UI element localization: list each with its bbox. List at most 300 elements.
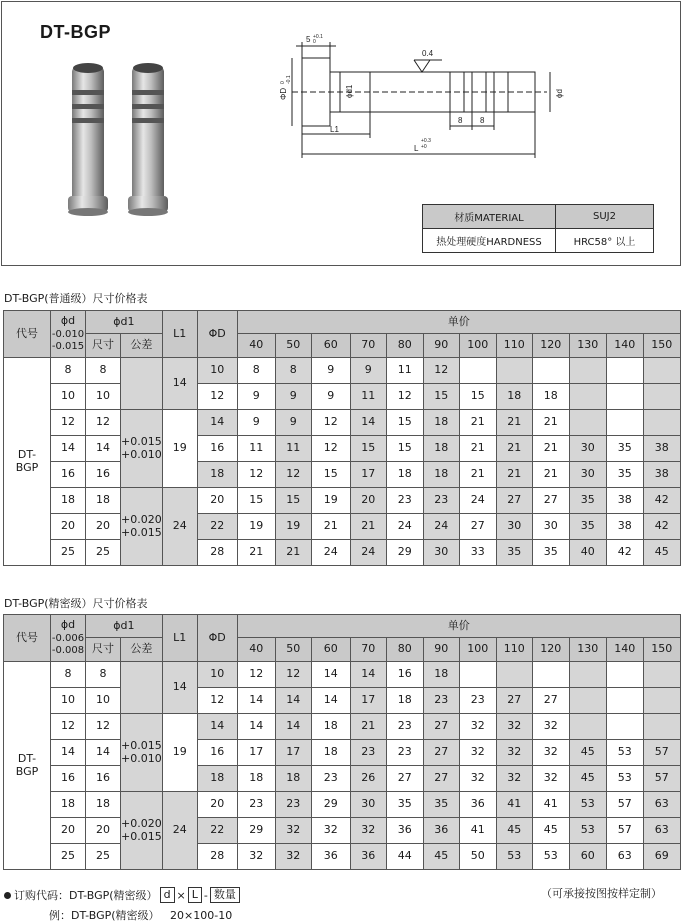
price-cell: 32 [532,740,569,766]
price-cell: 9 [311,384,350,410]
price-cell: 32 [532,766,569,792]
order-box-d: d [160,887,175,903]
price-cell: 57 [643,740,680,766]
phi-d-cell: 25 [51,844,86,870]
price-cell: 27 [532,488,569,514]
price-cell: 35 [532,540,569,566]
price-cell: 32 [350,818,386,844]
price-cell [569,384,606,410]
price-cell: 27 [459,514,496,540]
product-code-cell: DT- BGP [4,358,51,566]
L-label: L [414,144,419,153]
col-length-header: 140 [606,638,643,662]
price-cell: 32 [496,740,532,766]
price-cell: 29 [237,818,275,844]
price-cell: 35 [423,792,459,818]
price-cell: 38 [643,436,680,462]
price-cell: 21 [350,714,386,740]
tolerance-cell [121,358,163,410]
price-cell: 18 [311,740,350,766]
col-PhiD-header: ΦD [197,615,237,662]
price-cell: 15 [275,488,311,514]
price-cell: 30 [350,792,386,818]
price-cell: 9 [275,410,311,436]
price-cell: 21 [496,410,532,436]
phi-d1-cell: 8 [86,662,121,688]
table-row [4,462,681,488]
price-cell: 27 [423,740,459,766]
price-cell: 14 [237,688,275,714]
price-cell: 45 [643,540,680,566]
col-length-header: 150 [643,334,680,358]
price-cell: 27 [423,714,459,740]
technical-drawing [272,30,572,170]
price-cell: 30 [423,540,459,566]
price-cell: 11 [350,384,386,410]
price-cell: 9 [311,358,350,384]
price-cell: 24 [350,540,386,566]
col-length-header: 60 [311,638,350,662]
price-cell: 18 [496,384,532,410]
groove-width-2: 8 [480,116,485,125]
price-cell: 23 [350,740,386,766]
price-cell: 18 [423,436,459,462]
col-code-header: 代号 [4,311,51,358]
table-row [4,488,681,514]
price-cell: 35 [569,514,606,540]
phi-d-cell: 16 [51,462,86,488]
price-cell: 53 [496,844,532,870]
price-cell [569,662,606,688]
phi-D-cell: 18 [197,766,237,792]
svg-text:+0.1: +0.1 [313,34,323,40]
svg-text:0: 0 [313,39,316,45]
phi-D-cell: 16 [197,740,237,766]
price-cell: 32 [459,714,496,740]
phi-d-cell: 8 [51,662,86,688]
price-cell: 45 [569,740,606,766]
price-cell: 21 [459,410,496,436]
price-cell: 57 [606,792,643,818]
table-row [4,766,681,792]
col-unit-price-header: 单价 [237,311,680,334]
price-cell: 15 [423,384,459,410]
price-cell: 26 [350,766,386,792]
col-length-header: 110 [496,334,532,358]
price-cell: 23 [386,740,423,766]
svg-text:0: 0 [280,81,286,84]
col-length-header: 130 [569,334,606,358]
tolerance-cell: +0.015 +0.010 [121,714,163,792]
price-cell: 32 [532,714,569,740]
phi-d-cell: 8 [51,358,86,384]
table-row [4,410,681,436]
price-cell: 18 [275,766,311,792]
price-cell: 44 [386,844,423,870]
col-length-header: 120 [532,334,569,358]
col-unit-price-header: 单价 [237,615,680,638]
col-phi-d1-header: ϕd1 [86,615,163,638]
table-title-standard: DT-BGP(普通级）尺寸价格表 [4,292,148,305]
price-cell: 38 [606,488,643,514]
price-cell: 21 [532,462,569,488]
price-cell: 32 [275,818,311,844]
custom-note: （可承接按图按样定制） [541,887,662,900]
phi-D-cell: 10 [197,662,237,688]
price-cell: 38 [606,514,643,540]
price-cell: 18 [423,410,459,436]
price-cell: 36 [459,792,496,818]
col-L1-header: L1 [162,311,197,358]
price-cell: 23 [423,488,459,514]
phi-d-cell: 18 [51,792,86,818]
price-cell: 41 [496,792,532,818]
price-cell: 27 [423,766,459,792]
price-cell: 24 [311,540,350,566]
price-cell: 50 [459,844,496,870]
phi-d-cell: 20 [51,818,86,844]
price-cell: 32 [496,714,532,740]
product-title: DT-BGP [40,22,112,42]
price-cell: 42 [643,514,680,540]
price-cell: 32 [275,844,311,870]
price-cell: 21 [459,436,496,462]
price-cell: 16 [386,662,423,688]
price-cell: 30 [569,462,606,488]
phi-D-cell: 22 [197,818,237,844]
price-cell: 12 [275,462,311,488]
col-length-header: 100 [459,638,496,662]
material-value: SUJ2 [556,205,654,229]
phi-D-cell: 22 [197,514,237,540]
price-cell: 14 [311,662,350,688]
phi-D-label: ΦD [279,87,288,100]
price-cell [496,358,532,384]
price-cell: 18 [311,714,350,740]
price-cell: 32 [459,766,496,792]
price-cell [459,358,496,384]
phi-d-cell: 10 [51,384,86,410]
price-cell: 12 [311,436,350,462]
price-cell: 63 [643,818,680,844]
table-row [4,844,681,870]
price-cell [569,410,606,436]
price-cell: 18 [532,384,569,410]
price-cell [532,662,569,688]
phi-d1-label: ϕd1 [345,84,354,98]
price-cell: 30 [569,436,606,462]
price-cell: 60 [569,844,606,870]
L1-label: L1 [330,125,339,134]
price-cell: 18 [423,462,459,488]
price-cell: 21 [532,436,569,462]
dim-5: 5 [306,35,311,44]
price-cell: 11 [386,358,423,384]
price-table-standard [3,310,681,566]
price-cell: 12 [311,410,350,436]
price-cell [643,384,680,410]
phi-D-cell: 12 [197,384,237,410]
price-cell: 41 [532,792,569,818]
order-box-L: L [188,887,202,903]
col-length-header: 70 [350,638,386,662]
price-cell: 35 [496,540,532,566]
table-row [4,740,681,766]
price-cell: 42 [643,488,680,514]
col-length-header: 80 [386,638,423,662]
price-cell: 14 [350,662,386,688]
phi-d1-cell: 25 [86,844,121,870]
price-cell [606,358,643,384]
phi-D-cell: 12 [197,688,237,714]
phi-d1-cell: 10 [86,384,121,410]
price-cell: 27 [496,488,532,514]
table-row [4,384,681,410]
phi-D-cell: 28 [197,540,237,566]
col-length-header: 50 [275,638,311,662]
table-row [4,688,681,714]
price-cell [643,714,680,740]
price-cell [643,358,680,384]
price-cell: 42 [606,540,643,566]
price-cell: 36 [386,818,423,844]
col-length-header: 60 [311,334,350,358]
price-cell: 21 [237,540,275,566]
price-cell: 53 [569,792,606,818]
price-cell: 38 [643,462,680,488]
price-cell [569,688,606,714]
phi-D-cell: 20 [197,792,237,818]
order-code: 订购代码：DT-BGP(精密级） d × L - 数量 [4,887,242,903]
price-cell: 23 [386,488,423,514]
price-cell: 9 [350,358,386,384]
price-cell: 15 [350,436,386,462]
col-size-header: 尺寸 [86,334,121,358]
price-cell [569,358,606,384]
price-cell: 17 [237,740,275,766]
price-cell [569,714,606,740]
order-code-label: 订购代码：DT-BGP(精密级） [14,889,158,902]
price-cell: 15 [311,462,350,488]
table-row [4,792,681,818]
price-cell: 69 [643,844,680,870]
phi-D-cell: 14 [197,714,237,740]
price-cell: 53 [606,766,643,792]
phi-d-cell: 14 [51,436,86,462]
svg-text:-0.1: -0.1 [286,75,292,84]
col-phi-d-header: ϕd -0.006 -0.008 [51,615,86,662]
L1-cell: 14 [162,662,197,714]
price-cell: 45 [496,818,532,844]
col-PhiD-header: ΦD [197,311,237,358]
price-cell [532,358,569,384]
price-cell: 29 [311,792,350,818]
col-length-header: 40 [237,638,275,662]
price-cell: 21 [275,540,311,566]
price-cell: 53 [569,818,606,844]
col-length-header: 130 [569,638,606,662]
col-length-header: 40 [237,334,275,358]
phi-d-cell: 16 [51,766,86,792]
col-length-header: 50 [275,334,311,358]
price-cell: 14 [311,688,350,714]
price-cell: 41 [459,818,496,844]
price-cell: 21 [350,514,386,540]
price-cell: 15 [386,436,423,462]
price-cell: 18 [237,766,275,792]
phi-d1-cell: 14 [86,740,121,766]
phi-D-cell: 14 [197,410,237,436]
price-cell: 8 [237,358,275,384]
price-cell: 36 [350,844,386,870]
price-cell: 17 [350,688,386,714]
price-cell: 17 [350,462,386,488]
product-header-panel [1,1,681,266]
price-cell: 53 [606,740,643,766]
price-cell: 14 [275,688,311,714]
price-cell: 36 [311,844,350,870]
price-cell: 18 [386,688,423,714]
svg-text:+0: +0 [421,144,427,150]
price-cell [459,662,496,688]
L1-cell: 24 [162,792,197,870]
price-cell: 15 [386,410,423,436]
roughness-value: 0.4 [422,49,434,58]
price-cell: 21 [496,436,532,462]
phi-D-cell: 20 [197,488,237,514]
phi-d1-cell: 16 [86,462,121,488]
tolerance-cell: +0.020 +0.015 [121,488,163,566]
phi-D-cell: 16 [197,436,237,462]
price-cell: 45 [569,766,606,792]
price-cell: 23 [275,792,311,818]
phi-D-cell: 10 [197,358,237,384]
tolerance-cell: +0.020 +0.015 [121,792,163,870]
col-length-header: 140 [606,334,643,358]
price-cell: 63 [643,792,680,818]
table-row [4,714,681,740]
phi-D-cell: 18 [197,462,237,488]
col-code-header: 代号 [4,615,51,662]
price-cell: 12 [237,462,275,488]
phi-d-cell: 12 [51,410,86,436]
price-cell: 45 [532,818,569,844]
product-code-cell: DT- BGP [4,662,51,870]
col-length-header: 90 [423,638,459,662]
phi-d-label: ϕd [555,89,564,98]
phi-d1-cell: 18 [86,488,121,514]
L1-cell: 19 [162,714,197,792]
price-cell: 15 [237,488,275,514]
price-cell [606,714,643,740]
price-cell: 57 [643,766,680,792]
col-length-header: 80 [386,334,423,358]
L1-cell: 24 [162,488,197,566]
price-cell: 32 [459,740,496,766]
price-cell: 40 [569,540,606,566]
price-cell: 11 [237,436,275,462]
table-title-precision: DT-BGP(精密级）尺寸价格表 [4,597,148,610]
phi-d1-cell: 12 [86,714,121,740]
price-cell: 29 [386,540,423,566]
price-cell: 20 [350,488,386,514]
col-length-header: 120 [532,638,569,662]
price-cell: 35 [386,792,423,818]
price-cell: 14 [350,410,386,436]
col-phi-d-header: ϕd -0.010 -0.015 [51,311,86,358]
phi-d1-cell: 8 [86,358,121,384]
col-length-header: 70 [350,334,386,358]
price-cell: 8 [275,358,311,384]
col-length-header: 110 [496,638,532,662]
price-cell: 53 [532,844,569,870]
material-header: 材质MATERIAL [423,205,556,229]
phi-d1-cell: 16 [86,766,121,792]
price-cell: 24 [459,488,496,514]
table-row [4,662,681,688]
price-cell: 63 [606,844,643,870]
phi-d1-cell: 12 [86,410,121,436]
table-row [4,436,681,462]
price-cell: 12 [386,384,423,410]
price-cell: 27 [496,688,532,714]
phi-d1-cell: 18 [86,792,121,818]
price-cell: 24 [386,514,423,540]
L1-cell: 14 [162,358,197,410]
col-length-header: 100 [459,334,496,358]
price-cell: 18 [386,462,423,488]
product-photo [62,60,172,220]
tolerance-cell [121,662,163,714]
price-cell: 24 [423,514,459,540]
price-cell: 35 [606,462,643,488]
price-cell: 9 [237,384,275,410]
price-cell: 21 [311,514,350,540]
order-example: 例：DT-BGP(精密级） 20×100-10 [49,909,233,922]
price-cell: 57 [606,818,643,844]
price-cell: 45 [423,844,459,870]
price-cell: 14 [237,714,275,740]
phi-d1-cell: 25 [86,540,121,566]
price-cell: 19 [237,514,275,540]
price-cell: 14 [275,714,311,740]
phi-d-cell: 18 [51,488,86,514]
svg-text:+0.3: +0.3 [421,138,431,144]
phi-d-cell: 25 [51,540,86,566]
col-length-header: 150 [643,638,680,662]
price-cell: 23 [386,714,423,740]
price-cell: 30 [496,514,532,540]
price-cell: 35 [606,436,643,462]
phi-d-cell: 14 [51,740,86,766]
bullet-icon [4,892,11,899]
price-cell: 21 [496,462,532,488]
table-row [4,540,681,566]
price-cell: 33 [459,540,496,566]
table-row [4,514,681,540]
price-cell [496,662,532,688]
order-box-qty: 数量 [210,887,240,903]
price-cell: 27 [532,688,569,714]
price-cell: 12 [275,662,311,688]
phi-D-cell: 28 [197,844,237,870]
price-cell: 23 [237,792,275,818]
hardness-label: 热处理硬度HARDNESS [423,229,556,253]
price-cell: 9 [275,384,311,410]
price-cell: 15 [459,384,496,410]
price-cell: 19 [275,514,311,540]
col-phi-d1-header: ϕd1 [86,311,163,334]
